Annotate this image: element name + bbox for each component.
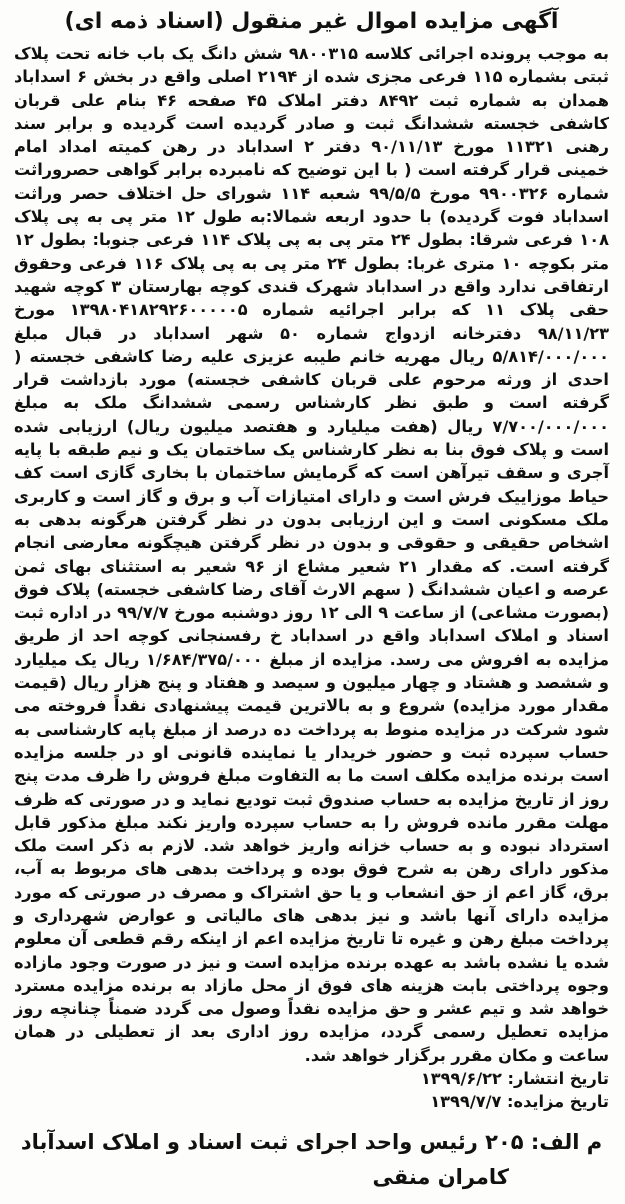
notice-body: به موجب پرونده اجرائی کلاسه ۹۸۰۰۳۱۵ شش دانگ یک باب خانه تحت پلاک ثبتی بشماره ۱۱۵ فرعی مجزی شده از ۲۱۹۴ اصلی واقع در بخش ۶ اسداباد همدان به شماره ثبت ۸۴۹۲ دفتر املاک ۴۵ صفحه ۴۶ بنام علی قربان کاشفی خجسته ششدانگ ثبت و صادر گردیده است گردیده و برابر سند رهنی ۱۱۳۲۱ مورخ ۹۰/۱۱/۱۳ دفتر ۲ اسداباد در رهن کمیته امداد امام خمینی قرار گرفته است ( با این توضیح که نامبرده برابر گواهی حصروراثت شماره ۹۹۰۰۳۲۶ مورخ ۹۹/۵/۵ شعبه ۱۱۴ شورای حل اختلاف حصر وراثت اسداباد فوت گردیده) با حدود اربعه شمالا:به طول ۱۲ متر پی به پی پلاک ۱۰۸ فرعی شرقا: بطول ۲۴ متر پی به پی پلاک ۱۱۴ فرعی جنوبا: بطول ۱۲ متر بکوچه ۱۰ متری غربا: بطول ۲۴ متر پی به پی پلاک ۱۱۶ فرعی وحقوق ارتفاقی ندارد واقع در اسداباد شهرک قندی کوچه بهارستان ۳ کوچه شهید حقی پلاک ۱۱ که برابر اجرائیه شماره ۱۳۹۸۰۴۱۸۲۹۲۶۰۰۰۰۰۵ مورخ ۹۸/۱۱/۲۳ دفترخانه ازدواج شماره ۵۰ شهر اسداباد در قبال مبلغ ۵/۸۱۴/۰۰۰/۰۰۰ ریال مهریه خانم طیبه عزیزی علیه رضا کاشفی خجسته ( احدی از ورثه مرحوم علی قربان کاشفی خجسته) مورد بازداشت قرار گرفته است و طبق نظر کارشناس رسمی ششدانگ ملک به مبلغ ۷/۷۰۰/۰۰۰/۰۰۰ ریال (هفت میلیارد و هفتصد میلیون ریال) ارزیابی شده است و پلاک فوق بنا به نظر کارشناس یک ساختمان یک و نیم طبقه با پایه آجری و سقف تیرآهن است که گرمایش ساختمان با بخاری گازی است کف حیاط موزاییک فرش است و دارای امتیازات آب و برق و گاز است و کاربری ملک مسکونی است و این ارزیابی بدون در نظر گرفتن هرگونه بدهی به اشخاص حقیقی و حقوقی و بدون در نظر گرفتن هیچگونه معارضی انجام گرفته است. که مقدار ۲۱ شعیر مشاع از ۹۶ شعیر به استثنای بهای ثمن عرصه و اعیان ششدانگ ( سهم الارث آقای رضا کاشفی خجسته) پلاک فوق (بصورت مشاعی) از ساعت ۹ الی ۱۲ روز دوشنبه مورخ ۹۹/۷/۷ در اداره ثبت اسناد و املاک اسداباد واقع در اسداباد خ رفسنجانی کوچه احد از طریق مزایده به افروش می رسد. مزایده از مبلغ ۱/۶۸۴/۳۷۵/۰۰۰ ریال یک میلیارد و ششصد و هشتاد و چهار میلیون و سیصد و هفتاد و پنج هزار ریال (قیمت مقدار مورد مزایده) شروع و به بالاترین قیمت پیشنهادی نقداً فروخته می شود شرکت در مزایده منوط به پرداخت ده درصد از مبلغ پایه کارشناسی به حساب سپرده ثبت و حضور خریدار یا نماینده قانونی او در جلسه مزایده است برنده مزایده مکلف است ما به التفاوت مبلغ فروش را ظرف مدت پنج روز از تاریخ مزایده به حساب صندوق ثبت تودیع نماید و در صورتی که ظرف مهلت مقرر مانده فروش را به حساب سپرده واریز نکند مبلغ مذکور قابل استرداد نبوده و به حساب خزانه واریز خواهد شد. لازم به ذکر است ملک مذکور دارای رهن به شرح فوق بوده و پرداخت بدهی های مربوط به آب، برق، گاز اعم از حق انشعاب و یا حق اشتراک و مصرف در صورتی که مورد مزایده دارای آنها باشد و نیز بدهی های مالیاتی و عوارض شهرداری و پرداخت مبلغ رهن و غیره تا تاریخ مزایده اعم از اینکه رقم قطعی آن معلوم شده یا نشده باشد به عهده برنده مزایده است و نیز در صورت وجود مازاده وجوه پرداختی بابت هزینه های فوق از محل مازاد به برنده مزایده مسترد خواهد شد و تیم عشر و حق مزایده نقداً وصول می گردد ضمناً چنانچه روز مزایده تعطیل رسمی گردد، مزایده روز اداری بعد از تعطیلی در همان ساعت و مکان مقرر برگزار خواهد شد. — [14, 44, 610, 1065]
notice-title: آگهی مزایده اموال غیر منقول (اسناد ذمه ای) — [64, 9, 559, 34]
signature-line: م الف: ۲۰۵ رئیس واحد اجرای ثبت اسناد و املاک اسدآباد — [20, 1130, 603, 1155]
publish-date: تاریخ انتشار: ۱۳۹۹/۶/۲۲ — [420, 1069, 609, 1089]
auction-date: تاریخ مزایده: ۱۳۹۹/۷/۷ — [430, 1092, 609, 1112]
notice-dates — [14, 1067, 609, 1113]
signer-name: کامران منقی — [372, 1165, 509, 1190]
